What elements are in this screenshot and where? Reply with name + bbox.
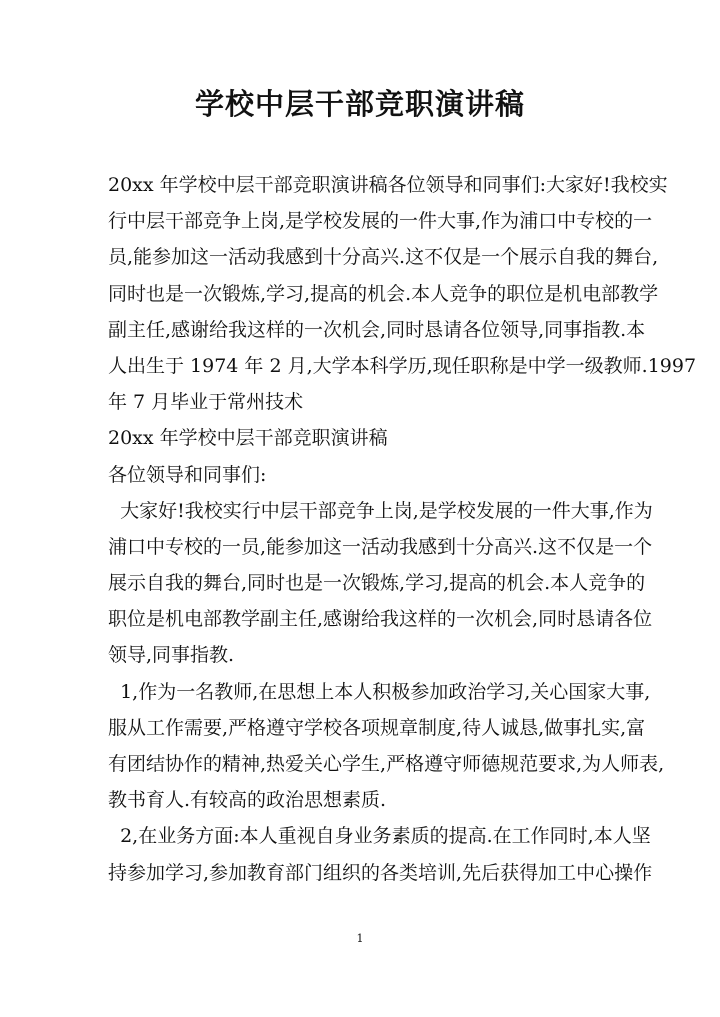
document-body (108, 167, 697, 891)
text-line: 持参加学习,参加教育部门组织的各类培训,先后获得加工中心操作 (108, 861, 653, 884)
text-line: 大家好!我校实行中层干部竞争上岗,是学校发展的一件大事,作为 (108, 499, 653, 522)
text-line: 1,作为一名教师,在思想上本人积极参加政治学习,关心国家大事, (108, 680, 651, 703)
text-line: 20xx 年学校中层干部竞职演讲稿各位领导和同事们:大家好!我校实 (108, 174, 668, 196)
text-line: 浦口中专校的一员,能参加这一活动我感到十分高兴.这不仅是一个 (108, 535, 653, 558)
text-line: 20xx 年学校中层干部竞职演讲稿 (108, 427, 388, 450)
text-line: 人出生于 1974 年 2 月,大学本科学历,现任职称是中学一级教师.1997 (108, 354, 697, 377)
document-title: 学校中层干部竞职演讲稿 (194, 87, 525, 121)
text-line: 各位领导和同事们: (108, 463, 267, 486)
text-line: 2,在业务方面:本人重视自身业务素质的提高.在工作同时,本人坚 (108, 825, 651, 848)
text-line: 领导,同事指教. (108, 644, 235, 667)
text-line: 展示自我的舞台,同时也是一次锻炼,学习,提高的机会.本人竞争的 (108, 572, 646, 595)
text-line: 教书育人.有较高的政治思想素质. (108, 789, 387, 812)
text-line: 同时也是一次锻炼,学习,提高的机会.本人竞争的职位是机电部教学 (108, 282, 659, 305)
text-line: 年 7 月毕业于常州技术 (108, 391, 304, 414)
text-line: 行中层干部竞争上岗,是学校发展的一件大事,作为浦口中专校的一 (108, 210, 653, 233)
text-line: 服从工作需要,严格遵守学校各项规章制度,待人诚恳,做事扎实,富 (108, 716, 646, 739)
text-line: 有团结协作的精神,热爱关心学生,严格遵守师德规范要求,为人师表, (108, 753, 665, 775)
text-line: 副主任,感谢给我这样的一次机会,同时恳请各位领导,同事指教.本 (108, 318, 646, 341)
text-line: 职位是机电部教学副主任,感谢给我这样的一次机会,同时恳请各位 (108, 608, 653, 631)
text-line: 员,能参加这一活动我感到十分高兴.这不仅是一个展示自我的舞台, (108, 246, 659, 269)
page-number: 1 (356, 932, 364, 945)
